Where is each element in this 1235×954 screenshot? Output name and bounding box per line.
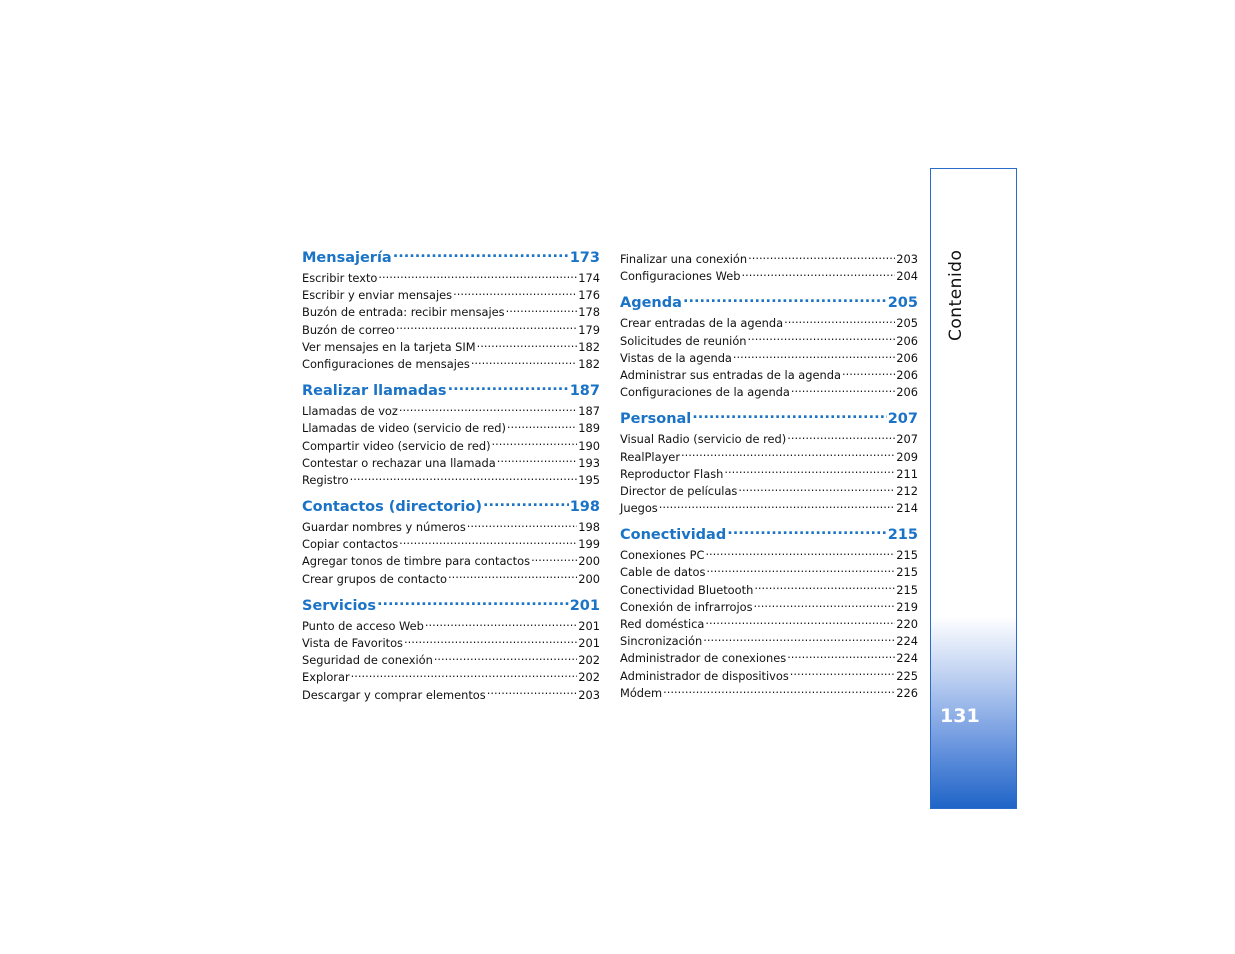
toc-entry-page: 189 [578,421,600,436]
toc-entry[interactable] [302,618,600,635]
dot-leader [659,501,896,512]
toc-entry-page: 187 [578,404,600,419]
toc-section-heading[interactable] [302,246,600,270]
toc-entry-page: 214 [896,501,918,516]
toc-entry-label: Punto de acceso Web [302,618,424,633]
toc-entry-label: Sincronización [620,634,703,649]
toc-entry-page: 205 [896,316,918,331]
toc-entry-label: Llamadas de video (servicio de red) [302,421,506,436]
toc-entry-page: 212 [896,483,918,498]
toc-entry-label: Compartir video (servicio de red) [302,438,491,453]
toc-entry[interactable] [620,616,918,633]
toc-section-continued [620,251,918,285]
dot-leader [506,305,578,316]
toc-entry-label: Ver mensajes en la tarjeta SIM [302,339,476,354]
toc-entry[interactable] [302,420,600,437]
toc-entry[interactable] [302,455,600,472]
toc-entry-label: Solicitudes de reunión [620,333,747,348]
toc-entry[interactable] [302,571,600,588]
toc-entry-label: Escribir texto [302,271,378,285]
toc-entry[interactable] [302,652,600,669]
dot-leader [404,636,577,647]
toc-section-heading-label: Personal [620,411,692,428]
toc-entry-label: Descargar y comprar elementos [302,687,486,702]
toc-entry-label: Llamadas de voz [302,404,398,419]
dot-leader [377,595,569,610]
toc-entry-label: Vistas de la agenda [620,350,732,365]
toc-entry-page: 203 [896,252,918,266]
dot-leader [748,252,895,263]
toc-section-heading-page: 205 [887,295,918,312]
toc-section-heading-page: 207 [887,411,918,428]
toc-entry[interactable] [302,635,600,652]
toc-entry-label: Director de películas [620,483,738,498]
toc-section-heading[interactable] [620,291,918,315]
toc-entry[interactable] [620,685,918,702]
toc-entry[interactable] [620,384,918,401]
dot-leader [787,651,895,662]
dot-leader [727,525,886,540]
toc-section-heading[interactable] [302,495,600,519]
toc-entry-page: 209 [896,449,918,464]
toc-entry-label: Copiar contactos [302,537,399,552]
toc-entry-label: Buzón de entrada: recibir mensajes [302,305,505,320]
dot-leader [790,668,895,679]
toc-section [620,407,918,517]
toc-entry-page: 224 [896,634,918,649]
toc-section [302,246,600,373]
dot-leader [467,520,577,531]
toc-entry-label: Administrar sus entradas de la agenda [620,367,841,382]
dot-leader [741,269,895,280]
toc-entry[interactable] [302,669,600,686]
dot-leader [784,316,895,327]
toc-entry[interactable] [620,251,918,268]
dot-leader [787,432,895,443]
dot-leader [791,385,895,396]
toc-entry-page: 202 [578,653,600,668]
toc-entry[interactable] [620,500,918,517]
toc-entry-page: 198 [578,520,600,535]
toc-entry[interactable] [620,315,918,332]
toc-entry-page: 204 [896,269,918,284]
dot-leader [703,634,895,645]
toc-entry-page: 206 [896,333,918,348]
toc-entry-label: Contestar o rechazar una llamada [302,455,496,470]
dot-leader [842,368,895,379]
dot-leader [748,333,896,344]
toc-entry-page: 199 [578,537,600,552]
toc-entry-page: 211 [896,466,918,481]
toc-entry-label: Red doméstica [620,617,705,631]
toc-entry-page: 206 [896,385,918,400]
toc-entry-label: Crear grupos de contacto [302,571,448,586]
dot-leader [705,548,895,559]
dot-leader [434,653,577,664]
toc-entry-page: 215 [896,582,918,597]
dot-leader [487,687,578,698]
toc-section-heading[interactable] [302,594,600,618]
toc-entry-label: Configuraciones de mensajes [302,356,470,371]
toc-entry[interactable] [620,564,918,581]
dot-leader [692,409,886,424]
dot-leader [724,466,895,477]
toc-entry-label: Conexiones PC [620,548,705,563]
dot-leader [531,554,577,565]
toc-section [302,594,600,704]
dot-leader [733,350,895,361]
toc-entry[interactable] [302,438,600,455]
toc-entry-page: 201 [578,618,600,633]
toc-entry[interactable] [302,270,600,287]
toc-entry[interactable] [620,367,918,384]
toc-entry-page: 174 [578,271,600,285]
toc-section-heading-label: Realizar llamadas [302,383,447,400]
dot-leader [738,483,895,494]
dot-leader [754,599,896,610]
toc-entry-page: 195 [578,472,600,487]
toc-entry-label: Escribir y enviar mensajes [302,288,453,303]
toc-column-right [620,251,918,702]
toc-entry-label: Buzón de correo [302,322,395,337]
toc-section-heading[interactable] [302,379,600,403]
toc-section-heading-label: Contactos (directorio) [302,499,482,516]
toc-entry-page: 215 [896,548,918,563]
page-number: 131 [940,705,980,727]
toc-entry-page: 193 [578,455,600,470]
toc-entry-label: Administrador de conexiones [620,651,787,666]
toc-entry-page: 182 [578,356,600,371]
toc-entry-page: 226 [896,685,918,700]
toc-section-heading-label: Agenda [620,295,682,312]
dot-leader [396,322,577,333]
toc-entry[interactable] [620,431,918,448]
toc-entry-label: RealPlayer [620,449,681,464]
toc-entry-page: 215 [896,565,918,580]
toc-section-heading-page: 201 [569,597,600,614]
toc-entry-page: 176 [578,288,600,303]
dot-leader [683,293,887,308]
toc-entry-page: 179 [578,322,600,337]
toc-section-heading-page: 187 [569,383,600,400]
toc-entry[interactable] [620,599,918,616]
dot-leader [483,497,569,512]
toc-entry-label: Visual Radio (servicio de red) [620,432,787,447]
toc-entry-label: Configuraciones de la agenda [620,385,790,400]
toc-entry[interactable] [620,449,918,466]
dot-leader [448,381,569,396]
dot-leader [453,288,577,299]
dot-leader [754,582,895,593]
toc-entry-page: 200 [578,571,600,586]
toc-entry-label: Explorar [302,670,350,685]
toc-entry-label: Agregar tonos de timbre para contactos [302,554,531,569]
toc-section-heading-label: Conectividad [620,527,727,544]
toc-entry[interactable] [302,687,600,704]
dot-leader [477,339,578,350]
toc-section-heading[interactable] [620,407,918,431]
toc-entry[interactable] [302,519,600,536]
toc-entry-label: Cable de datos [620,565,706,580]
dot-leader [681,449,895,460]
toc-entry[interactable] [302,356,600,373]
toc-entry[interactable] [302,472,600,489]
toc-section [302,379,600,489]
toc-entry[interactable] [620,483,918,500]
toc-entry-label: Finalizar una conexión [620,252,748,266]
dot-leader [507,421,577,432]
toc-entry[interactable] [302,287,600,304]
dot-leader [425,618,577,629]
toc-entry[interactable] [302,403,600,420]
toc-section [302,495,600,588]
toc-section-heading-label: Mensajería [302,250,392,266]
dot-leader [471,357,577,368]
toc-section-heading-page: 173 [569,250,600,266]
toc-entry-label: Juegos [620,501,658,516]
toc-entry[interactable] [620,668,918,685]
dot-leader [399,537,577,548]
toc-entry-page: 200 [578,554,600,569]
toc-entry-page: 207 [896,432,918,447]
toc-entry[interactable] [620,547,918,564]
dot-leader [706,565,895,576]
toc-entry-page: 220 [896,617,918,631]
dot-leader [399,404,577,415]
toc-entry-label: Conexión de infrarrojos [620,599,753,614]
toc-entry[interactable] [620,350,918,367]
dot-leader [492,438,578,449]
toc-entry-label: Registro [302,472,349,487]
toc-column-left [302,246,600,704]
toc-entry-label: Guardar nombres y números [302,520,466,535]
toc-entry-page: 203 [578,687,600,702]
toc-entry[interactable] [620,333,918,350]
toc-entry-label: Seguridad de conexión [302,653,433,668]
toc-entry[interactable] [302,536,600,553]
toc-entry-label: Reproductor Flash [620,466,724,481]
toc-section-heading[interactable] [620,523,918,547]
toc-entry-label: Conectividad Bluetooth [620,582,754,597]
toc-entry-label: Módem [620,685,663,700]
dot-leader [448,571,577,582]
toc-entry[interactable] [620,466,918,483]
toc-entry[interactable] [620,582,918,599]
chapter-title: Contenido [946,249,966,341]
toc-entry[interactable] [302,322,600,339]
toc-entry-label: Crear entradas de la agenda [620,316,784,331]
dot-leader [378,271,577,282]
toc-entry-label: Vista de Favoritos [302,636,403,650]
toc-entry-page: 178 [578,305,600,320]
toc-entry-page: 206 [896,367,918,382]
toc-entry-page: 201 [578,636,600,650]
toc-entry[interactable] [620,650,918,667]
toc-section-heading-label: Servicios [302,597,377,614]
toc-entry-page: 224 [896,651,918,666]
toc-entry-label: Administrador de dispositivos [620,668,789,683]
toc-entry-page: 206 [896,350,918,365]
toc-entry[interactable] [620,633,918,650]
toc-section-heading-page: 198 [569,499,600,516]
toc-entry-page: 225 [896,668,918,683]
dot-leader [393,248,569,263]
toc-entry[interactable] [302,553,600,570]
dot-leader [497,455,578,466]
toc-entry-page: 202 [578,670,600,685]
dot-leader [663,685,895,696]
toc-section-heading-page: 215 [887,527,918,544]
toc-entry-page: 182 [578,339,600,354]
dot-leader [351,670,578,681]
toc-entry-page: 190 [578,438,600,453]
toc-entry-label: Configuraciones Web [620,269,741,284]
toc-section [620,523,918,702]
toc-entry-page: 219 [896,599,918,614]
dot-leader [705,617,895,628]
dot-leader [350,472,578,483]
toc-entry[interactable] [302,304,600,321]
toc-section [620,291,918,401]
toc-entry[interactable] [620,268,918,285]
toc-entry[interactable] [302,339,600,356]
